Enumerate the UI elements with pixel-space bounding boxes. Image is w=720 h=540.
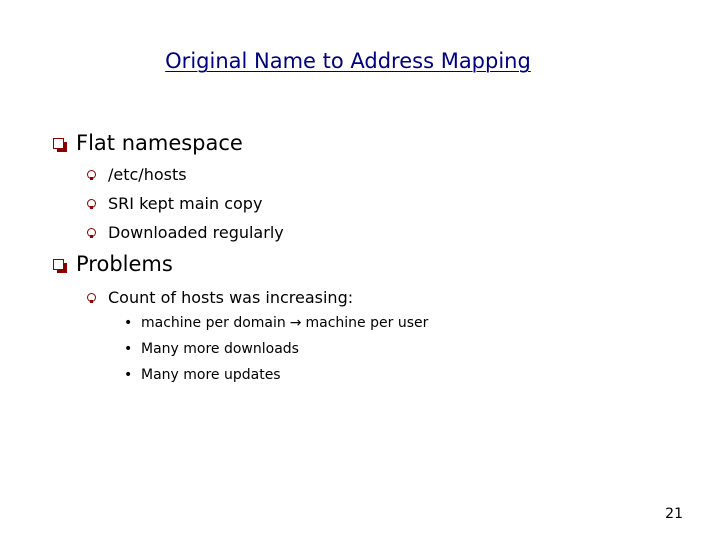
subsub-text: Many more updates: [141, 367, 281, 383]
square-bullet-icon: [53, 138, 64, 149]
dot-bullet-icon: •: [124, 367, 133, 383]
subsub-text: Many more downloads: [141, 341, 299, 357]
slide-title: Original Name to Address Mapping: [165, 49, 531, 73]
sub-item-count-hosts: [87, 288, 353, 307]
page-number: 21: [665, 506, 683, 522]
sub-item-text: SRI kept main copy: [108, 194, 263, 213]
dot-bullet-icon: •: [124, 341, 133, 357]
subsub-item-updates: [124, 367, 281, 383]
sub-item-text: Downloaded regularly: [108, 223, 284, 242]
right-arrow-icon: →: [289, 315, 302, 331]
sub-item-downloaded: [87, 223, 284, 242]
subsub-item-downloads: [124, 341, 299, 357]
round-bullet-icon: [87, 170, 96, 179]
round-bullet-icon: [87, 293, 96, 302]
bullet-item-flat-namespace: [53, 131, 243, 155]
bullet-text: Problems: [76, 252, 173, 276]
sub-item-sri-copy: [87, 194, 262, 213]
subsub-item-machine: [124, 315, 428, 331]
dot-bullet-icon: •: [124, 315, 133, 331]
round-bullet-icon: [87, 199, 96, 208]
sub-item-text: Count of hosts was increasing:: [108, 288, 354, 307]
sub-item-text: /etc/hosts: [108, 165, 187, 184]
round-bullet-icon: [87, 228, 96, 237]
bullet-text: Flat namespace: [76, 131, 243, 155]
square-bullet-icon: [53, 259, 64, 270]
subsub-text-before: machine per domain: [141, 315, 286, 331]
bullet-item-problems: [53, 252, 173, 276]
subsub-text-after: machine per user: [305, 315, 429, 331]
sub-item-etc-hosts: [87, 165, 187, 184]
